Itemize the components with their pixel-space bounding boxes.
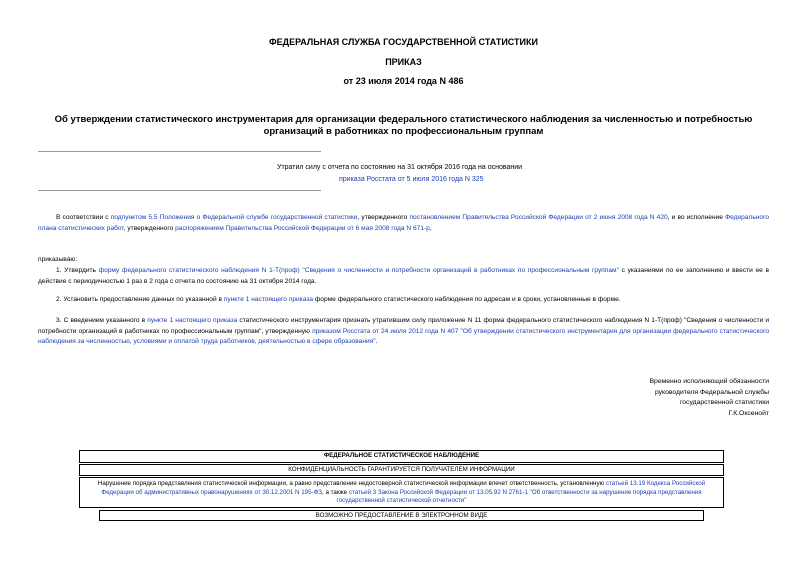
liability-link-code[interactable]: статьей 13.19 Кодекса Российской Федерации об административных правонарушениях от 30.12.2001 N 195-ФЗ	[101, 480, 706, 496]
signature-line-1: Временно исполняющий обязанности	[649, 378, 769, 385]
order-item-1	[38, 266, 769, 287]
expired-note: Утратил силу с отчета по состоянию на 31 октября 2016 года на основании	[277, 164, 523, 171]
item3-link-clause[interactable]: пункте 1 настоящего приказа	[147, 317, 238, 324]
liability-text: Нарушение порядка представления статистической информации, а равно представление недостоверной статистической информации влечет ответственность, установленную	[97, 480, 606, 487]
preamble-text: , утвержденного	[123, 224, 176, 232]
item3-text: статистического инструментария признать утратившим силу приложение N 11 форма федерального статистического наблюдения N 1-Т(проф) "Сведения о численности и потребности организаций в работниках по профессиональным группам", утвержденную	[38, 317, 770, 335]
liability-text: , а также	[322, 488, 349, 496]
document-date-number: от 23 июля 2014 года N 486	[343, 76, 464, 86]
agency-name: ФЕДЕРАЛЬНАЯ СЛУЖБА ГОСУДАРСТВЕННОЙ СТАТИСТИКИ	[269, 37, 538, 47]
item2-link-clause[interactable]: пункте 1 настоящего приказа	[223, 296, 314, 303]
expired-note-link[interactable]: приказа Росстата от 5 июля 2016 года N 325	[339, 176, 484, 183]
preamble-link-order[interactable]: распоряжением Правительства Российской Федерации от 6 мая 2008 года N 671-р	[175, 224, 430, 232]
item2-text: 2. Установить предоставление данных по указанной в	[56, 296, 224, 303]
item3-text: 3. С введением указанного в	[56, 317, 148, 324]
document-type: ПРИКАЗ	[385, 57, 422, 67]
order-item-3	[38, 316, 769, 348]
signature-line-3: государственной статистики	[679, 399, 769, 406]
preamble-text: , утвержденного	[357, 214, 410, 221]
preamble-link-decree[interactable]: постановлением Правительства Российской Федерации от 2 июня 2008 года N 420	[409, 214, 668, 221]
divider-bottom	[38, 190, 321, 191]
item1-link-form[interactable]: форму федерального статистического наблюдения N 1-Т(проф) "Сведения о численности и потребности организаций в работниках по профессиональным группам"	[98, 267, 619, 274]
form-box-electronic: ВОЗМОЖНО ПРЕДОСТАВЛЕНИЕ В ЭЛЕКТРОННОМ ВИДЕ	[99, 510, 704, 521]
item1-text: 1. Утвердить	[56, 267, 99, 274]
item3-link-order[interactable]: приказом Росстата от 24 июля 2012 года N 407 "Об утверждении статистического инструментария для организации федерального статистического наблюдения за численностью, условиями и оплатой труда работников, деятельностью в сфере образования"	[38, 327, 769, 345]
form-box-confidentiality: КОНФИДЕНЦИАЛЬНОСТЬ ГАРАНТИРУЕТСЯ ПОЛУЧАТЕЛЕМ ИНФОРМАЦИИ	[79, 464, 724, 476]
preamble-paragraph	[38, 213, 769, 234]
item3-text: .	[375, 338, 378, 345]
preamble-link-clause[interactable]: подпунктом 5.5 Положения о Федеральной службе государственной статистики	[110, 214, 358, 221]
preamble-text: , и во исполнение	[667, 214, 726, 221]
item2-text: форме федерального статистического наблюдения по адресам и в сроки, установленные в форме.	[313, 296, 621, 303]
form-box-liability-notice	[79, 477, 724, 508]
form-box-federal-observation: ФЕДЕРАЛЬНОЕ СТАТИСТИЧЕСКОЕ НАБЛЮДЕНИЕ	[79, 450, 724, 463]
liability-link-law[interactable]: статьей 3 Закона Российской Федерации от 13.05.92 N 2761-1 "Об ответственности за нарушение порядка представления государственной статистической отчетности"	[336, 488, 702, 504]
preamble-link-plan[interactable]: Федерального плана статистических работ	[38, 214, 769, 232]
divider-top	[38, 151, 321, 152]
document-title: Об утверждении статистического инструментария для организации федерального статистического наблюдения за численностью и потребностью организаций в работниках по профессиональным группам	[54, 114, 753, 137]
preamble-text: ,	[429, 224, 432, 232]
preamble-text: В соответствии с	[56, 214, 111, 221]
signature-block	[650, 377, 770, 419]
order-word: приказываю:	[38, 256, 78, 263]
signature-line-2: руководителя Федеральной службы	[654, 388, 769, 396]
signature-name: Г.К.Оксенойт	[728, 409, 769, 417]
order-item-2	[38, 295, 769, 306]
item1-text: с указаниями по ее заполнению и ввести ее в действие с периодичностью 1 раз в 2 года с отчета по состоянию на 31 октября 2014 года.	[38, 267, 769, 285]
